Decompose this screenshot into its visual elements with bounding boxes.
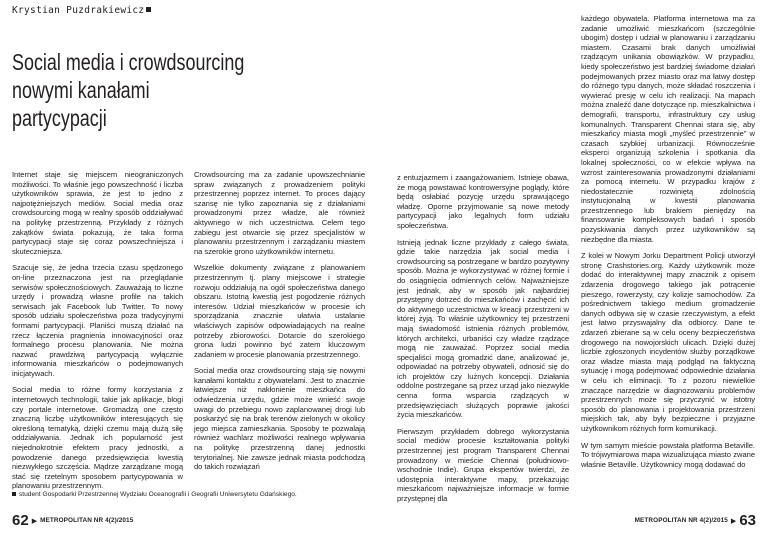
footnote-marker — [12, 492, 16, 496]
paragraph: W tym samym mieście powstała platforma Betaville. To trójwymiarowa mapa wizualizująca miasto zwane właśnie Betaville. Użytkownicy mogą dodawać do — [581, 440, 755, 469]
magazine-name: METROPOLITAN NR 4(2)/2015 — [634, 517, 728, 524]
text-column-2 — [194, 170, 365, 479]
author-footnote-marker — [146, 7, 151, 12]
paragraph: Istnieją jednak liczne przykłady z całego świata, gdzie takie narzędzia jak social media i crowdsourcing są postrzegane w bardzo pozytywny sposób. Można je wykorzystywać w różnej formie i do osiągnięcia odmiennych celów. Najważniejsze jest jednak, aby w sposób jak najbardziej przystępny dotrzeć do mieszkańców i zachęcić ich do aktywnego uczestnictwa w kreacji przestrzeni w której żyją. To właśnie użytkownicy tej przestrzeni mają świadomość istnienia różnych problemów, których architekci, urbaniści czy władze rządzące mogą nie zauważać. Poprzez social media specjaliści mogą gromadzić dane, analizować je, odpowiadać na potrzeby obywateli, odnosić się do ich projektów czy lużnych koncepcji. Działania oddolne postrzegane są przez urząd jako niezwykle cenna forma wsparcia rządzących w przedsięwzięciach służących poprawie jakości życia mieszkańców. — [397, 237, 569, 420]
folio-left — [12, 512, 133, 529]
page-number: 63 — [739, 512, 756, 529]
paragraph: Wszelkie dokumenty związane z planowaniem przestrzennym tj. plany miejscowe i strategie rozwoju oddziałują na ogół społeczeństwa danego obszaru. Istotną kwestią jest pogodzenie różnych interesów. Udział mieszkańców w procesie ich sporządzania znacznie ułatwia ustalanie właściwych zapisów odpowiadających na realne potrzeby zbiorowości. Dotarcie do szerokiego grona ludzi powinno być zatem kluczowym zadaniem w procesie planowania przestrzennego. — [194, 263, 365, 359]
paragraph: Crowdsourcing ma za zadanie upowszechnianie spraw związanych z prowadzeniem polityki przestrzennej poprzez internet. To proces dający szansę nie tylko zapoznania się z działaniami prowadzonymi przez władze, ale również aktywnego w nich uczestnictwa. Celem tego zabiegu jest otwarcie się przez specjalistów w planowaniu przestrzennym i zarządzaniu miastem na szerokie grono użytkowników internetu. — [194, 170, 365, 256]
paragraph: każdego obywatela. Platforma internetowa ma za zadanie umożliwić mieszkańcom (szczególnie ubogim) dostęp i udział w planowaniu i zarządzaniu miastem. Czasami brak danych umożliwiał rządzącym unikania obowiązków. W przypadku, kiedy społeczeństwo jest bardziej świadome działań podejmowanych przez miasto oraz ma łatwy dostęp do różnego typu danych, może składać roszczenia i wywierać presję w celu ich realizacji. Na mapach można znaleźć dane dotyczące np. mieszkalnictwa i demografii, transportu, infrastruktury czy usług komunalnych. Transparent Chennai stara się, aby mieszkańcy miasta mogli „myśleć przestrzennie” w czasach szybkiej urbanizacji. Równocześnie eksperci organizują szkolenia i spotkania dla lokalnej społeczności, co w efekcie wpływa na wzrost zainteresowania prowadzonymi działaniami za pomocą internetu. W przypadku krajów z niedostatecznie rozwiniętą zdolnością instytucjonalną w kwestii planowania przestrzennego lub brakiem pieniędzy na finansowanie kompleksowych badań i sposób pozyskiwania danych przez użytkowników są niezbędne dla miasta. — [581, 14, 755, 244]
triangle-icon: ▶ — [31, 517, 38, 525]
paragraph: Szacuje się, że jedna trzecia czasu spędzonego on-line przeznaczona jest na przeglądanie serwisów społecznościowych. Zauważają to liczne urzędy i prowadzą własne profile na takich serwisach jak Facebook lub Twitter. To nowy sposób udziału społeczeństwa poza tradycyjnymi formami partycypacji. Planiści muszą działać na rzecz łączenia pragnienia innowacyjności oraz formalnego procesu planowania. Nie można nazwać prawdziwą partycypacją wyłącznie informowania mieszkańców o podejmowanych inicjatywach. — [12, 263, 183, 378]
title-line-2: nowymi kanałami — [12, 77, 150, 103]
paragraph: z entuzjazmem i zaangażowaniem. Istnieje obawa, że mogą powstawać kontrowersyjne poglądy, które będą osłabiać pozycję urzędu sprawującego władzę. Oporne przyjmowanie są nowe metody partycypacji jako legalnych form udziału społeczeństwa. — [397, 173, 569, 230]
footnote: student Gospodarki Przestrzennej Wydziału Oceanografii i Geografii Uniwersytetu Gdańskiego. — [12, 491, 297, 498]
triangle-icon: ▶ — [730, 517, 737, 525]
text-column-3 — [397, 173, 569, 511]
magazine-name: METROPOLITAN NR 4(2)/2015 — [40, 517, 134, 524]
text-column-1 — [12, 170, 183, 498]
paragraph: Internet staje się miejscem nieograniczonych możliwości. To właśnie jego powszechność i liczba użytkowników sprawia, że jest to jedno z najpotężniejszych mediów. Social media oraz crowdsourcing mogą w realny sposób oddziaływać na politykę przestrzenną. Przykłady z różnych zakątków świata pokazują, że taka forma partycypacji staje się coraz powszechniejsza i skuteczniejsza. — [12, 170, 183, 256]
author-name: Krystian Puzdrakiewicz — [12, 5, 151, 16]
right-page — [384, 0, 768, 545]
article-title — [12, 48, 308, 132]
paragraph: Pierwszym przykładem dobrego wykorzystania social mediów procesie kształtowania polityki przestrzennej jest program Transparent Chennai prowadzony w mieście Chennai (południowo-wschodnie Indie). Grupa ekspertów twierdzi, że udostępnia interaktywne mapy, przekazując mieszkańcom najważniejsze informacje w formie przystępnej dla — [397, 426, 569, 503]
page-number: 62 — [12, 512, 29, 529]
text-column-4 — [581, 14, 755, 476]
folio-right — [635, 512, 756, 529]
title-line-1: Social media i crowdsourcing — [12, 49, 245, 75]
title-line-3: partycypacji — [12, 105, 107, 131]
paragraph: Social media oraz crowdsourcing stają się nowymi kanałami kontaktu z obywatelami. Jest to znacznie łatwiejsze niż nakłonienie mieszkańca do odwiedzenia urzędu, gdzie może wnieść swoje uwagi do przebiegu nowo zaplanowanej drogi lub poskarżyć się na brak terenów zielonych w okolicy jego miejsca zamieszkania. Sposoby te pozwalają również wachlarz możliwości realnego wpływania na politykę przestrzenną danej jednostki terytorialnej. Nie zawsze jednak miasta podchodzą do takich rozwiązań — [194, 366, 365, 472]
paragraph: Z kolei w Nowym Jorku Department Policji utworzył stronę Crashstories.org. Każdy użytkownik może dodać do interaktywnej mapy znacznik z opisem zdarzenia drogowego takiego jak potrącenie pieszego, rowerzysty, czy kolizje samochodów. Za pośrednictwem takiego medium gromadzenie danych odbywa się w czasie rzeczywistym, a efekt jest łatwo przyswajalny dla odbiorcy. Dane te zdarzeń zbierane są w celu oceny bezpieczeństwa drogowego na nowojorskich ulicach. Dzięki dużej liczbie zgłoszonych incydentów służby porządkowe oraz władze miasta mają podgląd na faktyczną sytuację i mogą podejmować odpowiednie działania w celu ich eliminacji. To z pozoru niewielkie znaczące narzędzie w diagnozowaniu problemów przestrzennych może się przyczynić w istotny sposób do planowania i projektowania przestrzeni miejskich tak, aby były bezpieczne i przyjazne użytkownikom różnych form komunikacji. — [581, 251, 755, 433]
paragraph: Social media to różne formy korzystania z internetowych technologii, takie jak aplikacje, blogi czy portale internetowe. Gromadzą one często znaczną liczbę użytkowników interesujących się określoną tematyką, dzięki czemu mają dużą siłę oddziaływania. Jednak ich popularność jest niejednokrotnie efektem pracy jednostki, a powodzenie danego przedsięwzięcia kwestią niezwykłego szczęścia. Mądrze zarządzane mogą stać się rzetelnym sposobem partycypowania w planowaniu przestrzennym. — [12, 385, 183, 491]
